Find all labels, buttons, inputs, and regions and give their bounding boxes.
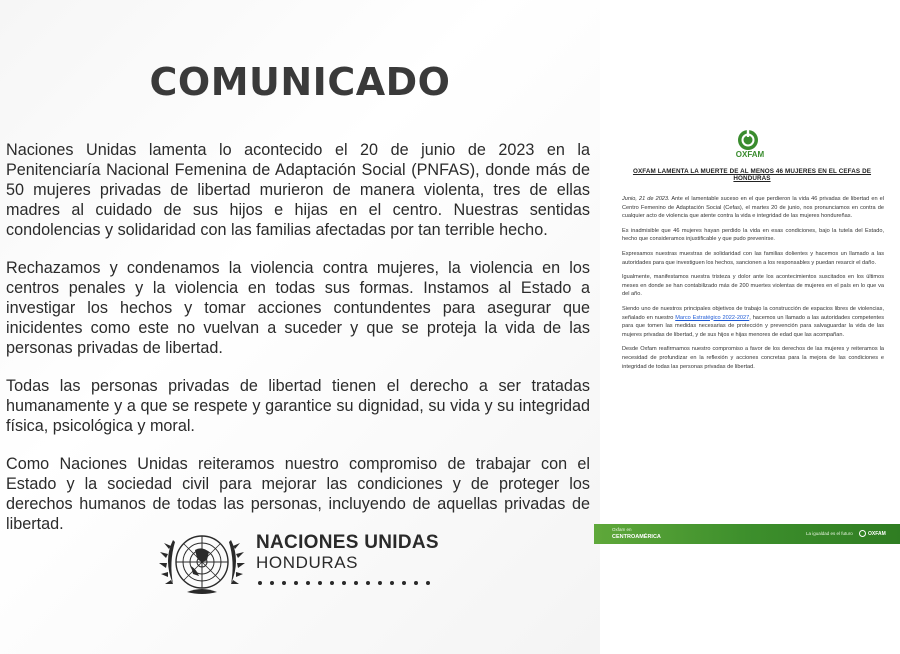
oxfam-mini-logo-icon	[859, 530, 866, 537]
paragraph: Siendo uno de nuestros principales objetivos de trabajo la construcción de espacios libres de violencias, señalado en nuestro Marco Estratégico 2022-2027, hacemos un llamado a las autoridades competentes para que tomen las medidas necesarias de protección y prevención para salvaguardar la vida de las mujeres privadas de libertad, y de sus hijos e hijas menores de edad que las acompañan.	[622, 305, 884, 338]
oxfam-body	[622, 195, 884, 377]
paragraph: Naciones Unidas lamenta lo acontecido el 20 de junio de 2023 en la Penitenciaría Nacional Femenina de Adaptación Social (PNFAS), donde más de 50 mujeres privadas de libertad murieron de manera violenta, tres de ellas madres al cuidado de sus hijos e hijas en el centro. Nuestras sentidas condolencias y solidaridad con las familias afectadas por tan terrible hecho.	[6, 141, 590, 239]
oxfam-brand: OXFAM	[735, 150, 765, 159]
paragraph: Como Naciones Unidas reiteramos nuestro compromiso de trabajar con el Estado y la sociedad civil para mejorar las condiciones y de proteger los derechos humanos de todas las personas, incluyendo de aquellas privadas de libertad.	[6, 455, 590, 533]
footer-brand: OXFAM	[868, 531, 886, 537]
dotted-divider	[256, 578, 436, 588]
footer-region: CENTROAMÉRICA	[612, 534, 661, 540]
oxfam-headline: OXFAM LAMENTA LA MUERTE DE AL MENOS 46 MUJERES EN EL CEFAS DE HONDURAS	[632, 168, 872, 182]
paragraph: Igualmente, manifestamos nuestra tristeza y dolor ante los acontecimientos suscitados en los últimos meses en donde se han contabilizado más de 200 muertes violentas de mujeres en el país en lo que va del año.	[622, 274, 884, 298]
paragraph: Es inadmisible que 46 mujeres hayan perdido la vida en esas condiciones, bajo la tutela del Estado, hecho que consideramos injustificable y que pudo prevenirse.	[622, 227, 884, 243]
un-org-country: HONDURAS	[256, 553, 359, 572]
un-emblem-icon	[157, 522, 247, 602]
paragraph: Expresamos nuestras muestras de solidaridad con las familias dolientes y hacemos un llamado a las autoridades para que investiguen los hechos, sancionen a los responsables y puedan resarcir el daño.	[622, 250, 884, 266]
page-title: COMUNICADO	[149, 60, 451, 104]
oxfam-footer-banner	[594, 524, 900, 544]
paragraph: Rechazamos y condenamos la violencia contra mujeres, la violencia en los centros penales y la violencia en todas sus formas. Instamos al Estado a investigar los hechos y tomar acciones contundentes para asegurar que inicidentes como este no vuelvan a suceder y que se proteja la vida de las personas privadas de libertad.	[6, 259, 590, 357]
oxfam-statement-panel	[600, 0, 900, 654]
comunicado-body	[6, 140, 590, 552]
footer-top-text: Oxfam en	[612, 527, 632, 532]
paragraph: Desde Oxfam reafirmamos nuestro compromiso a favor de los derechos de las mujeres y reiteramos la necesidad de profundizar en la reflexión y acciones concretas para la mejora de las condiciones e integridad de todas las personas privadas de libertad.	[622, 346, 884, 370]
paragraph: Junio, 21 de 2023. Ante el lamentable suceso en el que perdieron la vida 46 privadas de libertad en el Centro Femenino de Adaptación Social (Cefas), el martes 20 de junio, nos pronunciamos en contra de cualquier acto de violencia que atente contra la vida e integridad de las mujeres hondureñas.	[622, 196, 884, 220]
date-text: Junio, 21 de 2023.	[622, 196, 670, 202]
paragraph: Todas las personas privadas de libertad tienen el derecho a ser tratadas humanamente y a que se respete y garantice su dignidad, su vida y su integridad física, psicológica y moral.	[6, 377, 590, 435]
strategic-framework-link[interactable]: Marco Estratégico 2022-2027	[675, 314, 750, 321]
footer-slogan: La igualdad es el futuro	[806, 531, 853, 536]
un-org-name: NACIONES UNIDAS	[256, 532, 439, 553]
